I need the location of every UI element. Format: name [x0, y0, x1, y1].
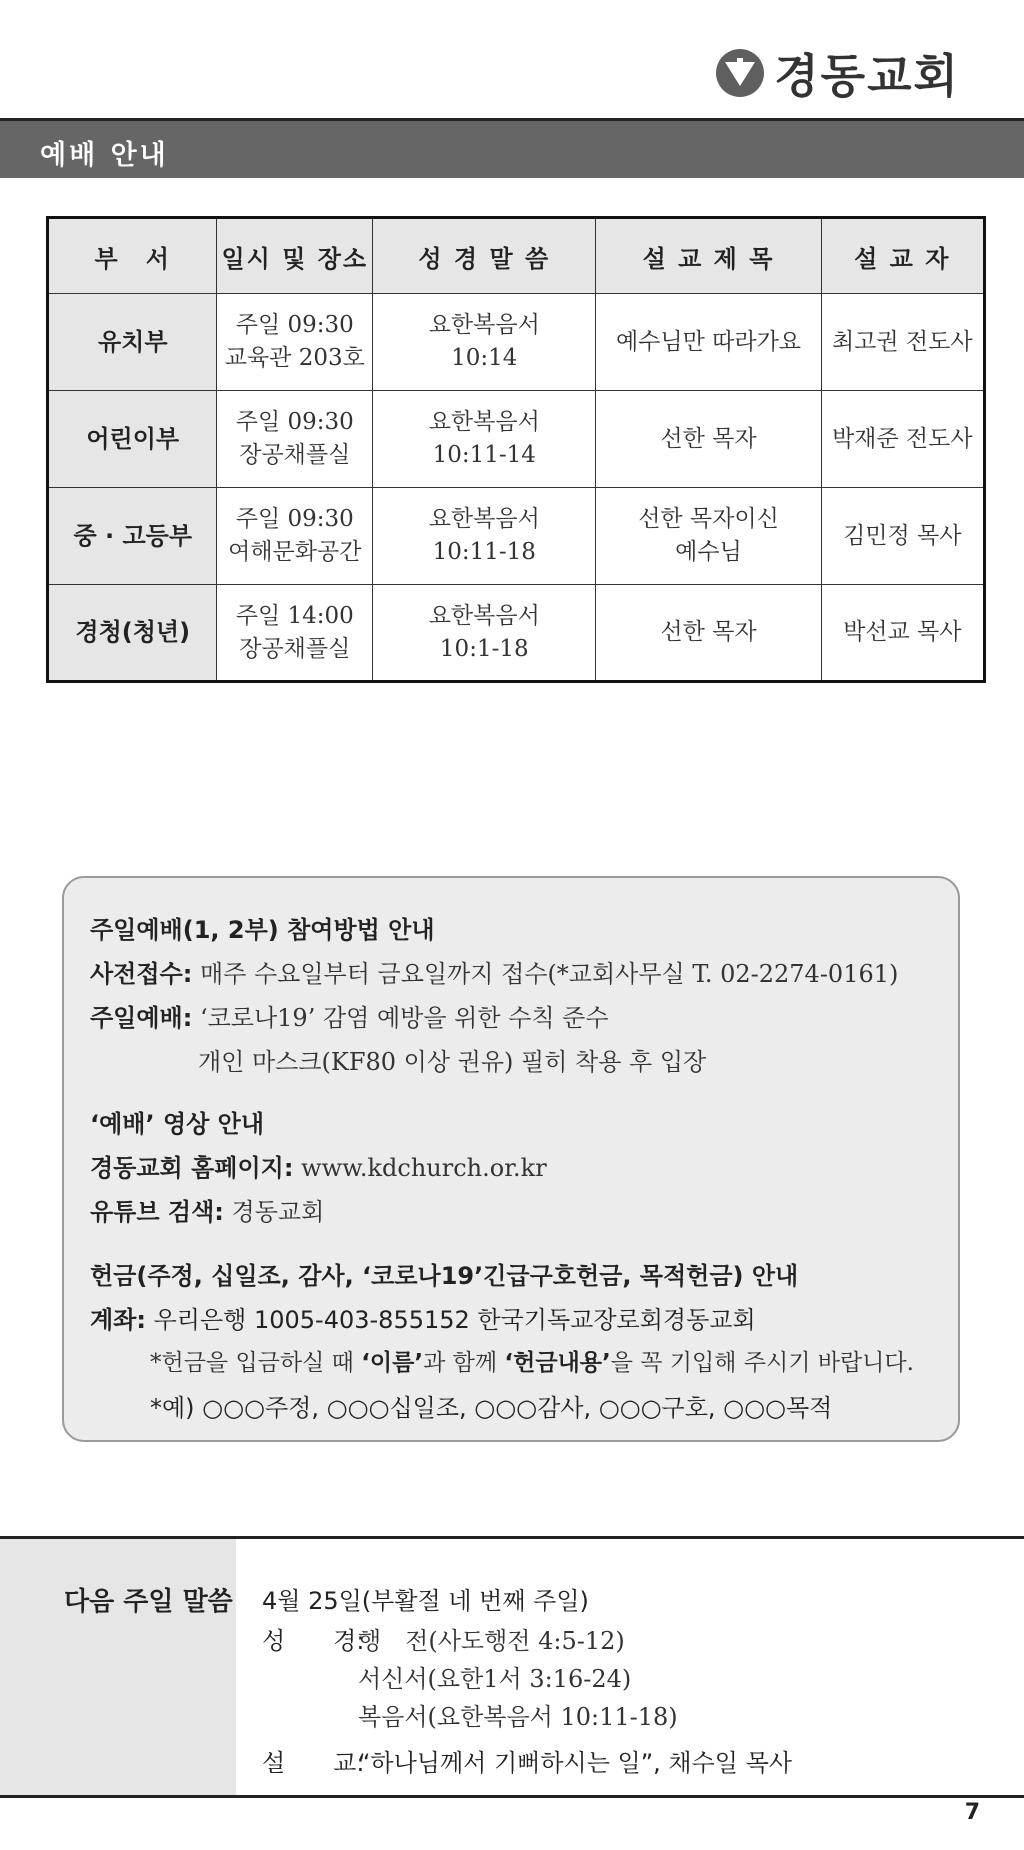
next-week-section	[0, 1536, 1024, 1798]
homepage-label: 경동교회 홈페이지:	[90, 1154, 294, 1182]
department-cell: 유치부	[48, 294, 217, 391]
account-label: 계좌:	[90, 1306, 146, 1334]
department-cell: 어린이부	[48, 391, 217, 488]
header-scripture: 성 경 말 씀	[373, 218, 596, 294]
time-text: 주일 14:00	[235, 602, 354, 629]
note-emphasis-content: ‘헌금내용’	[504, 1350, 611, 1376]
youtube-value: 경동교회	[231, 1198, 325, 1226]
scripture-cell	[373, 391, 596, 488]
worship-value-1: ‘코로나19’ 감염 예방을 위한 수칙 준수	[199, 1004, 609, 1032]
next-week-label: 다음 주일 말씀	[64, 1587, 233, 1617]
book-text: 요한복음서	[428, 409, 540, 435]
preacher-cell: 김민정 목사	[821, 488, 984, 585]
offering-note-1	[150, 1344, 914, 1377]
scripture-label: 성 경:	[262, 1627, 365, 1655]
offering-title: 헌금(주정, 십일조, 감사, ‘코로나19’긴급구호헌금, 목적헌금) 안내	[90, 1262, 799, 1290]
next-week-label-column	[0, 1539, 236, 1795]
place-text: 여해문화공간	[228, 539, 362, 565]
worship-schedule-table	[46, 216, 986, 683]
time-text: 주일 09:30	[235, 312, 354, 338]
note-text: *헌금을 입금하실 때	[150, 1350, 362, 1376]
page-number: 7	[964, 1800, 980, 1825]
account-line	[90, 1300, 756, 1335]
place-text: 장공채플실	[239, 442, 351, 468]
header-time-place: 일시 및 장소	[217, 218, 373, 294]
table-row	[48, 294, 985, 391]
time-place-cell	[217, 585, 373, 682]
section-bar	[0, 118, 1024, 178]
department-cell: 경청(청년)	[48, 585, 217, 682]
worship-label: 주일예배:	[90, 1004, 193, 1032]
reservation-value: 매주 수요일부터 금요일까지 접수(*교회사무실 T. 02-2274-0161)	[199, 960, 899, 988]
table-row	[48, 585, 985, 682]
youtube-label: 유튜브 검색:	[90, 1198, 224, 1226]
worship-value-2: 개인 마스크(KF80 이상 권유) 필히 착용 후 입장	[198, 1048, 707, 1076]
place-text: 교육관 203호	[224, 345, 365, 371]
sermon-title-text: 선한 목자	[660, 619, 757, 645]
homepage-line	[90, 1148, 547, 1183]
scripture-cell	[373, 488, 596, 585]
homepage-url: www.kdchurch.or.kr	[301, 1154, 547, 1182]
worship-line-2	[198, 1042, 706, 1077]
time-place-cell	[217, 488, 373, 585]
time-text: 주일 09:30	[235, 409, 354, 435]
header-preacher: 설 교 자	[821, 218, 984, 294]
sermon-title-text: 선한 목자	[660, 425, 757, 452]
table-row	[48, 488, 985, 585]
scripture-gospel	[358, 1697, 678, 1732]
verse-text: 10:11-14	[432, 442, 536, 468]
example-text: *예) ○○○주정, ○○○십일조, ○○○감사, ○○○구호, ○○○목적	[150, 1394, 833, 1422]
time-place-cell	[217, 391, 373, 488]
church-logo	[716, 40, 960, 106]
department-cell: 중 · 고등부	[48, 488, 217, 585]
scripture-epistle	[358, 1659, 631, 1694]
note-text: 과 함께	[423, 1350, 505, 1376]
header-sermon-title: 설 교 제 목	[596, 218, 821, 294]
sermon-title-text: 선한 목자이신	[638, 506, 779, 532]
preacher-cell: 최고권 전도사	[821, 294, 984, 391]
note-text: 을 꼭 기입해 주시기 바랍니다.	[610, 1350, 914, 1376]
account-value: 우리은행 1005-403-855152 한국기독교장로회경동교회	[153, 1306, 756, 1334]
preacher-cell: 박재준 전도사	[821, 391, 984, 488]
scripture-cell	[373, 294, 596, 391]
video-title: ‘예배’ 영상 안내	[90, 1110, 265, 1138]
sermon-title-text-2: 예수님	[675, 539, 742, 565]
scripture-acts-text: 행 전(사도행전 4:5-12)	[358, 1627, 625, 1655]
verse-text: 10:11-18	[432, 539, 536, 565]
sermon-title-cell	[596, 294, 821, 391]
time-place-cell	[217, 294, 373, 391]
preacher-cell: 박선교 목사	[821, 585, 984, 682]
section-title: 예배 안내	[40, 140, 169, 171]
sermon-title-cell	[596, 391, 821, 488]
participation-info-box	[62, 876, 960, 1442]
table-row	[48, 391, 985, 488]
sermon-title-text: 예수님만 따라가요	[615, 328, 802, 355]
book-text: 요한복음서	[428, 312, 540, 338]
note-emphasis-name: ‘이름’	[361, 1350, 424, 1376]
youtube-line	[90, 1192, 324, 1227]
verse-text: 10:1-18	[439, 635, 529, 662]
church-emblem-icon	[716, 49, 764, 97]
scripture-acts	[358, 1621, 625, 1656]
offering-note-2	[150, 1388, 832, 1423]
book-text: 요한복음서	[428, 602, 540, 629]
sermon-label: 설 교:	[262, 1749, 365, 1777]
book-text: 요한복음서	[428, 506, 540, 532]
scripture-epistle-text: 서신서(요한1서 3:16-24)	[358, 1665, 632, 1693]
church-name: 경동교회	[774, 49, 960, 103]
reservation-line	[90, 954, 898, 989]
participation-title: 주일예배(1, 2부) 참여방법 안내	[90, 916, 435, 944]
sermon-value: “하나님께서 기뻐하시는 일”, 채수일 목사	[358, 1749, 792, 1777]
place-text: 장공채플실	[239, 635, 351, 662]
scripture-gospel-text: 복음서(요한복음서 10:11-18)	[358, 1703, 678, 1731]
sermon-title-cell	[596, 585, 821, 682]
scripture-cell	[373, 585, 596, 682]
reservation-label: 사전접수:	[90, 960, 193, 988]
next-week-date: 4월 25일(부활절 네 번째 주일)	[262, 1587, 589, 1615]
table-header-row	[48, 218, 985, 294]
worship-line	[90, 998, 609, 1033]
header-department: 부 서	[48, 218, 217, 294]
verse-text: 10:14	[451, 345, 518, 371]
time-text: 주일 09:30	[235, 506, 354, 532]
sermon-title-cell	[596, 488, 821, 585]
